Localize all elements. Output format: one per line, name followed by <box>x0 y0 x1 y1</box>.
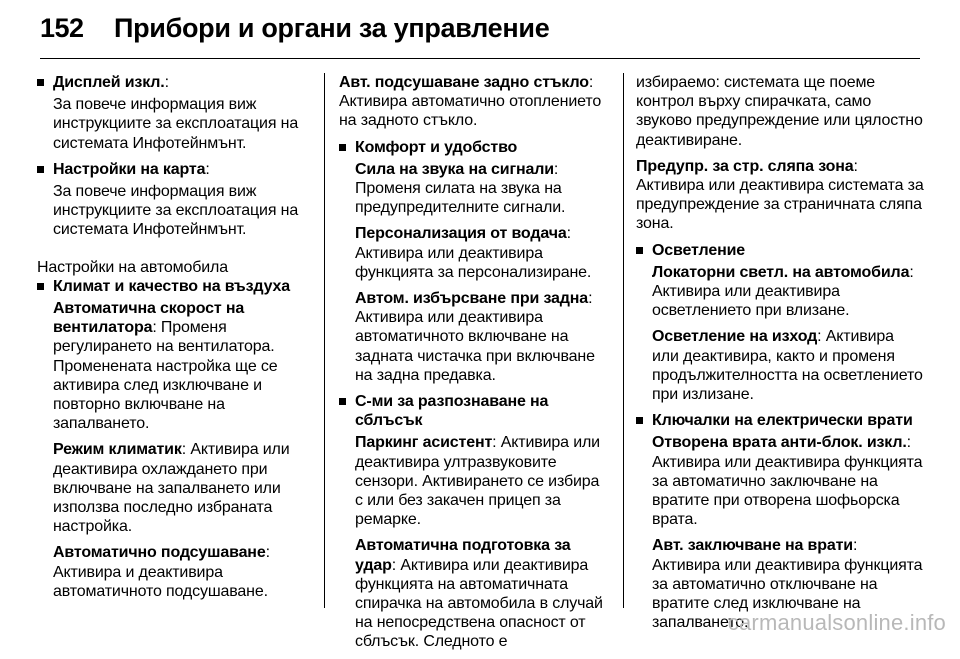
bullet-map-settings: Настройки на карта: За повече информация виж инструкциите за експлоатация на системата Инфотейнмънт. <box>37 160 317 240</box>
auto-defog-paragraph: Автоматично подсушаване: Активира и деактивира автоматичното подсушаване. <box>53 544 270 600</box>
watermark: carmanualsonline.info <box>727 610 946 635</box>
driver-personalization-paragraph: Персонализация от водача: Активира или деактивира функцията за персонализиране. <box>355 225 592 281</box>
column-divider-2 <box>623 73 624 608</box>
park-assist-paragraph: Паркинг асистент: Активира или деактивира ултразвуковите сензори. Активирането се избира с или без закачен прицеп за ремарке. <box>355 434 600 529</box>
column-divider-1 <box>324 73 325 608</box>
climate-mode-paragraph: Режим климатик: Активира или деактивира охлаждането при включване на запалването или използва последно избраната настройка. <box>53 441 290 536</box>
lighting-heading: Осветление <box>652 241 746 259</box>
page-number: 152 <box>40 13 84 43</box>
comfort-heading: Комфорт и удобство <box>355 138 518 156</box>
exit-lighting-paragraph: Осветление на изход: Активира или деактивира, както и променя продължителността на осветлението при излизане. <box>652 328 923 404</box>
display-off-heading: Дисплей изкл. <box>53 74 165 91</box>
page-title: Прибори и органи за управление <box>114 13 550 43</box>
auto-brake-paragraph: Автоматична подготовка за удар: Активира или деактивира функцията на автоматичната спирачка на автомобила в случай на непосредствена опасност от сблъсък. Следното е <box>355 537 603 651</box>
display-off-text: За повече информация виж инструкциите за експлоатация на системата Инфотейнмънт. <box>53 96 299 152</box>
rear-defog-paragraph: Авт. подсушаване задно стъкло: Активира автоматично отоплението на задното стъкло. <box>339 74 602 130</box>
rear-wiper-paragraph: Автом. избърсване при задна: Активира или деактивира автоматичното включване на задната чистачка при включване на задна предавка. <box>355 290 595 384</box>
map-settings-text: За повече информация виж инструкциите за експлоатация на системата Инфотейнмънт. <box>53 183 299 239</box>
column-3 <box>636 73 924 639</box>
fan-speed-paragraph: Автоматична скорост на вентилатора: Променя регулирането на вентилатора. Променената настройка ще се активира след изключване и повторно включване на запалването. <box>53 300 278 433</box>
column-1 <box>37 73 317 608</box>
chime-volume-paragraph: Сила на звука на сигнали: Променя силата на звука на предупредителните сигнали. <box>355 160 566 217</box>
door-locks-heading: Ключалки на електрически врати <box>652 412 913 430</box>
bullet-display-off: Дисплей изкл.: За повече информация виж инструкциите за експлоатация на системата Инфотейнмънт. <box>37 73 317 153</box>
climate-heading: Климат и качество на въздуха <box>53 277 291 295</box>
map-settings-heading: Настройки на карта <box>53 160 206 178</box>
continuation-text: избираемо: системата ще поеме контрол върху спирачката, само звуково предупреждение или цялостно деактивиране. <box>636 74 923 149</box>
locator-lights-paragraph: Локаторни светл. на автомобила: Активира или деактивира осветлението при влизане. <box>652 263 914 320</box>
collision-heading: С-ми за разпознаване на сблъсък <box>355 393 549 430</box>
bullet-collision <box>339 392 611 652</box>
bullet-climate <box>37 277 317 601</box>
header-divider <box>40 58 920 59</box>
blind-zone-paragraph: Предупр. за стр. сляпа зона: Активира или деактивира системата за предупреждение за страничната сляпа зона. <box>636 157 924 233</box>
bullet-comfort <box>339 138 611 385</box>
bullet-door-locks <box>636 411 924 632</box>
auto-door-lock-paragraph: Авт. заключване на врати: Активира или деактивира функцията за автоматично отключване на вратите след изключване на запалването. <box>652 537 923 632</box>
column-2 <box>339 73 611 659</box>
bullet-lighting <box>636 241 924 405</box>
open-door-antilock-paragraph: Отворена врата анти-блок. изкл.: Активира или деактивира функцията за автоматично заключване на вратите при отворена шофьорска врата. <box>652 434 923 529</box>
page-header <box>0 0 960 60</box>
vehicle-settings-heading: Настройки на автомобила <box>37 258 228 276</box>
